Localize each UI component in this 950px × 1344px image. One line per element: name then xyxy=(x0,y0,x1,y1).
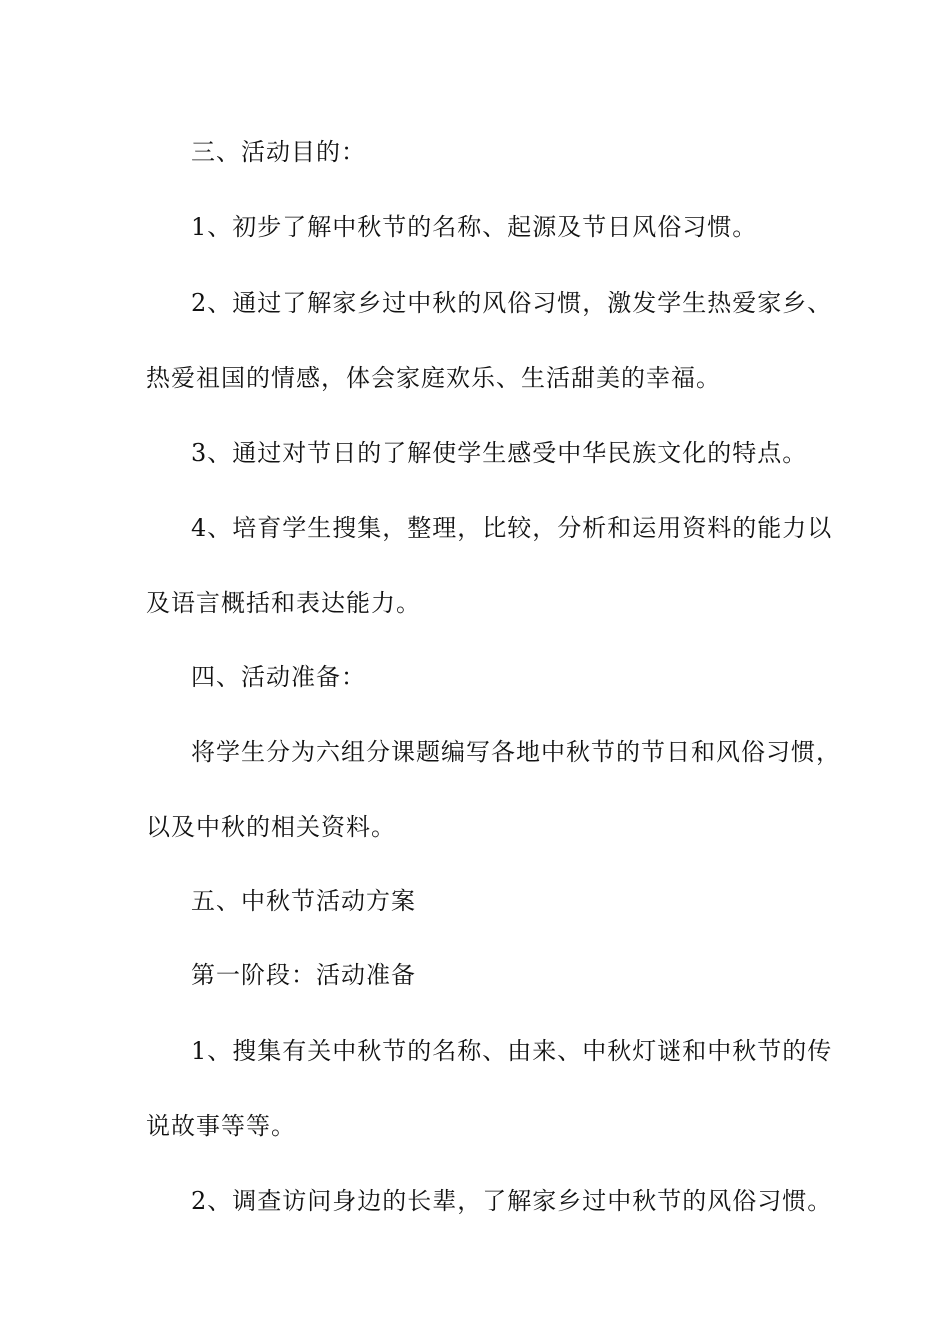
section-heading-activity-prep: 四、活动准备： xyxy=(191,663,366,691)
paragraph-line: 以及中秋的相关资料。 xyxy=(146,813,396,841)
section-heading-activity-plan: 五、中秋节活动方案 xyxy=(191,887,416,915)
paragraph-line: 4、培育学生搜集，整理，比较，分析和运用资料的能力以 xyxy=(191,514,833,542)
paragraph-line: 2、调查访问身边的长辈，了解家乡过中秋节的风俗习惯。 xyxy=(191,1187,833,1215)
paragraph-line: 1、初步了解中秋节的名称、起源及节日风俗习惯。 xyxy=(191,213,758,241)
paragraph-line: 1、搜集有关中秋节的名称、由来、中秋灯谜和中秋节的传 xyxy=(191,1037,833,1065)
paragraph-line: 说故事等等。 xyxy=(146,1112,296,1140)
paragraph-line: 及语言概括和表达能力。 xyxy=(146,589,421,617)
section-heading-activity-goals: 三、活动目的： xyxy=(191,138,366,166)
paragraph-line: 热爱祖国的情感，体会家庭欢乐、生活甜美的幸福。 xyxy=(146,364,721,392)
paragraph-line: 将学生分为六组分课题编写各地中秋节的节日和风俗习惯， xyxy=(191,738,841,766)
stage-heading: 第一阶段：活动准备 xyxy=(191,961,416,989)
paragraph-line: 3、通过对节日的了解使学生感受中华民族文化的特点。 xyxy=(191,439,808,467)
paragraph-line: 2、通过了解家乡过中秋的风俗习惯，激发学生热爱家乡、 xyxy=(191,289,833,317)
